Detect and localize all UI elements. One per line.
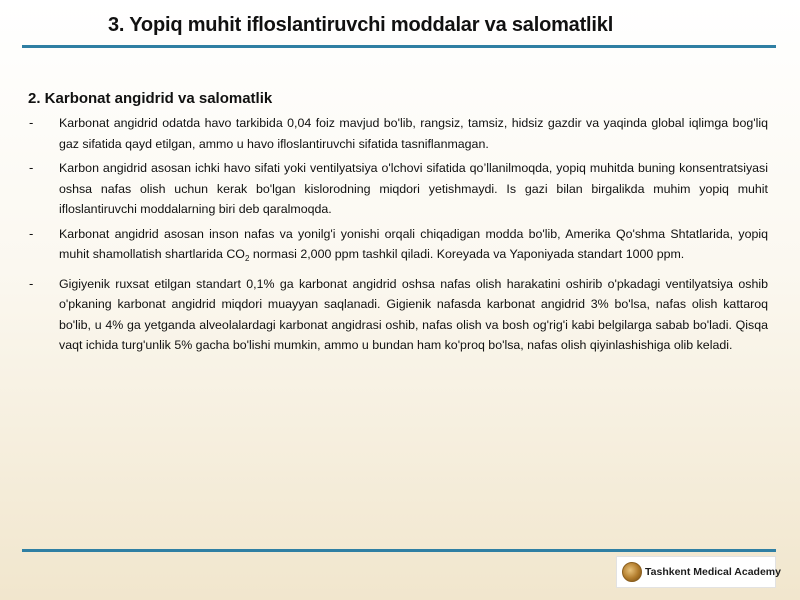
bullet-list	[28, 113, 768, 356]
academy-seal-icon	[622, 562, 642, 582]
bullet-item	[28, 158, 768, 220]
bullet-marker: -	[29, 160, 34, 175]
slide-title: 3. Yopiq muhit ifloslantiruvchi moddalar va salomatlikl	[108, 14, 614, 36]
bullet-marker: -	[29, 115, 34, 130]
academy-logo	[616, 556, 781, 588]
bullet-item	[28, 113, 768, 154]
footer-divider	[22, 549, 776, 552]
section-heading: 2. Karbonat angidrid va salomatlik	[28, 90, 273, 107]
bullet-text: Karbonat angidrid asosan inson nafas va yonilg'i yonishi orqali chiqadigan modda bo'lib, Amerika Qo'shma Shtatlarida, yopiq muhit shamollatish shartlarida CO	[59, 226, 768, 261]
bullet-marker: -	[29, 275, 34, 291]
bullet-item	[28, 274, 768, 356]
academy-logo-text: Tashkent Medical Academy	[645, 566, 781, 578]
co2-subscript: 2	[244, 254, 250, 263]
bullet-text-continued: normasi 2,000 ppm tashkil qiladi. Koreyada va Yaponiyada standart 1000 ppm.	[249, 247, 685, 261]
title-divider	[22, 45, 776, 48]
bullet-text: Gigiyenik ruxsat etilgan standart 0,1% ga karbonat angidrid oshsa nafas olish harakatini oshirib o'pkadagi ventilyatsiya oshib o'pkaning karbonat angidrid miqdori muayyan saqlanadi. Gigienik nafasda karbonat angidrid 3% bo'lsa, nafas olish kattaroq bo'lib, u 4% ga yetganda alveolalardagi karbonat angidrasi oshib, nafas olish va bosh og'rig'i kabi belgilarga sabab bo'ladi. Qisqa vaqt ichida turg'unlik 5% gacha bo'lishi mumkin, ammo u bundan ham ko'proq bo'lsa, nafas olish qiyinlashishiga olib keladi.	[59, 276, 768, 352]
bullet-text: Karbon angidrid asosan ichki havo sifati yoki ventilyatsiya o'lchovi sifatida qo’llanilmoqda, yopiq muhitda buning konsentratsiyasi oshsa nafas olish uchun kerak bo'lgan kislorodning miqdori yetishmaydi. Is gazi bilan birgalikda muhim yopiq muhit ifloslantiruvchi moddalarning biri deb qaralmoqda.	[59, 161, 768, 216]
bullet-marker: -	[29, 225, 34, 241]
slide-content	[28, 89, 768, 360]
bullet-item	[28, 224, 768, 270]
bullet-text: Karbonat angidrid odatda havo tarkibida 0,04 foiz mavjud bo'lib, rangsiz, tamsiz, hidsiz gazdir va yaqinda global iqlimga bog'liq gaz sifatida qayd etilgan, ammo u havo ifloslantiruvchi sifatida tasniflanmagan.	[59, 116, 768, 151]
